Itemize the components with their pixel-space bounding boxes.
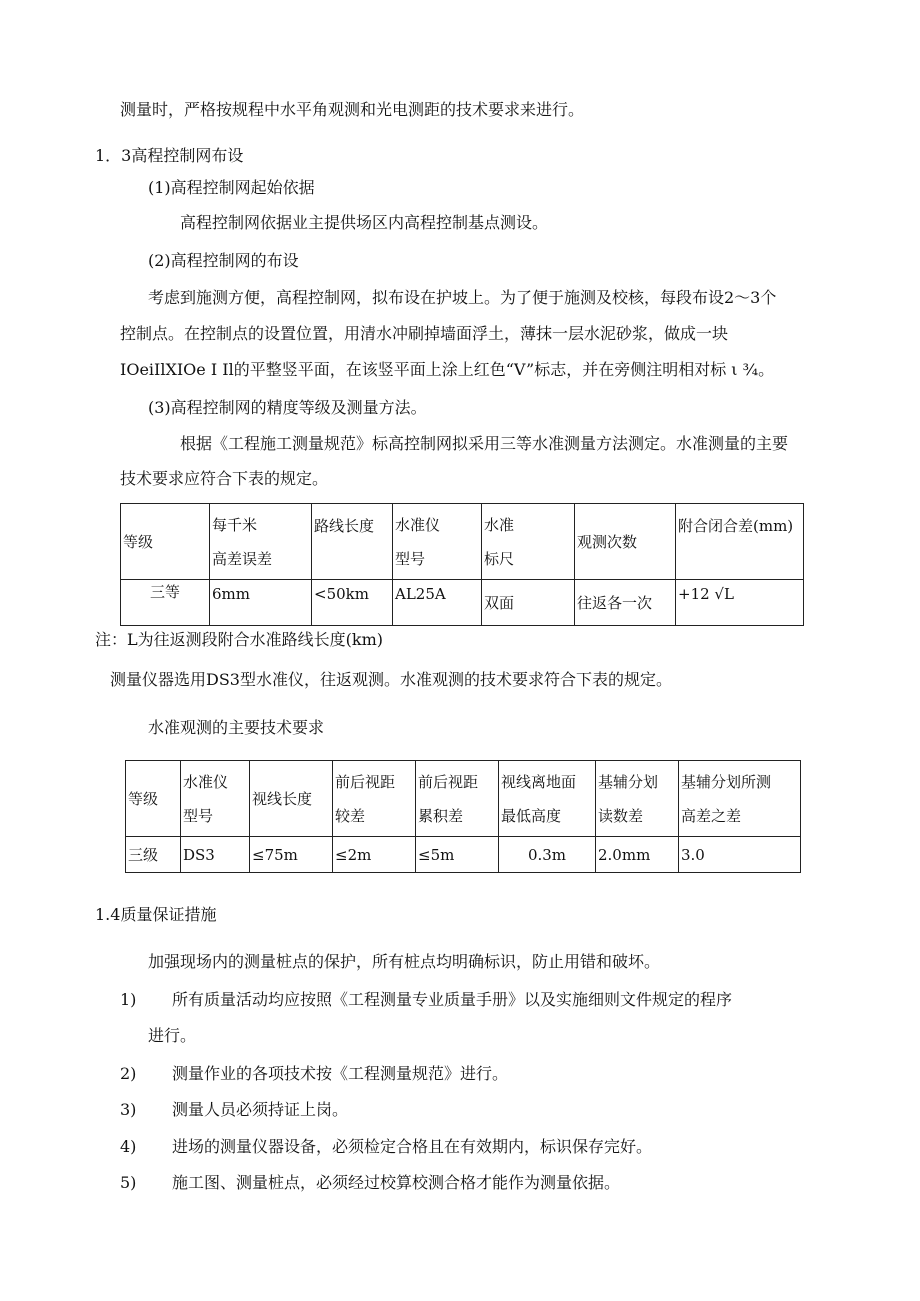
paragraph: 加强现场内的测量桩点的保护，所有桩点均明确标识，防止用错和破坏。 — [148, 952, 661, 971]
table-header-cell: 水准 标尺 — [482, 504, 575, 580]
section-heading-1-4: 1.4质量保证措施 — [95, 905, 217, 924]
list-item-number: 1) — [120, 990, 137, 1009]
list-item-number: 2) — [120, 1064, 137, 1083]
leveling-observation-table — [125, 760, 801, 873]
paragraph: 考虑到施测方便，高程控制网，拟布设在护坡上。为了便于施测及校核，每段布设2～3个 — [148, 288, 777, 307]
paragraph: 测量仪器选用DS3型水准仪，往返观测。水准观测的技术要求符合下表的规定。 — [110, 670, 672, 689]
paragraph: 技术要求应符合下表的规定。 — [120, 469, 329, 488]
table-cell: 三级 — [126, 837, 181, 873]
table-cell: 3.0 — [679, 837, 801, 873]
list-item-text: 测量人员必须持证上岗。 — [172, 1100, 349, 1119]
table-header-cell: 前后视距 累积差 — [416, 761, 499, 837]
table-header-cell: 附合闭合差(mm) — [676, 504, 804, 580]
subsection-title: (1)高程控制网起始依据 — [148, 178, 315, 197]
list-item-number: 3) — [120, 1100, 137, 1119]
table-header-cell: 每千米 高差误差 — [210, 504, 312, 580]
table-cell: 双面 — [482, 580, 575, 626]
table-header-cell: 视线长度 — [250, 761, 333, 837]
table-header-cell: 前后视距 较差 — [333, 761, 416, 837]
list-item-text-continued: 进行。 — [148, 1026, 197, 1045]
table-cell: 6mm — [210, 580, 312, 626]
table-header-cell: 水准仪 型号 — [393, 504, 482, 580]
table-header-cell: 基辅分划所测 高差之差 — [679, 761, 801, 837]
table-header-cell: 等级 — [121, 504, 210, 580]
paragraph: 根据《工程施工测量规范》标高控制网拟采用三等水准测量方法测定。水准测量的主要 — [180, 434, 789, 453]
paragraph: 高程控制网依据业主提供场区内高程控制基点测设。 — [180, 213, 549, 232]
subsection-title: (3)高程控制网的精度等级及测量方法。 — [148, 398, 427, 417]
table-header-cell: 路线长度 — [312, 504, 393, 580]
list-item-text: 测量作业的各项技术按《工程测量规范》进行。 — [172, 1064, 509, 1083]
list-item-number: 5) — [120, 1173, 137, 1192]
leveling-spec-table — [120, 503, 804, 626]
table-cell: ≤5m — [416, 837, 499, 873]
table-cell: AL25A — [393, 580, 482, 626]
table-cell: 0.3m — [499, 837, 596, 873]
list-item-number: 4) — [120, 1137, 137, 1156]
table-header-cell: 水准仪 型号 — [181, 761, 250, 837]
table-header-cell: 视线离地面 最低高度 — [499, 761, 596, 837]
table-cell: 往返各一次 — [575, 580, 676, 626]
section-heading-1-3: 1．3高程控制网布设 — [95, 146, 244, 165]
table-cell: 三等 — [121, 580, 210, 626]
table-note: 注：L为往返测段附合水准路线长度(km) — [95, 630, 383, 649]
paragraph: 控制点。在控制点的设置位置，用清水冲刷掉墙面浮土，薄抹一层水泥砂浆，做成一块 — [120, 324, 729, 343]
paragraph: 测量时，严格按规程中水平角观测和光电测距的技术要求来进行。 — [120, 100, 585, 119]
table-cell: <50km — [312, 580, 393, 626]
table-cell: 2.0mm — [596, 837, 679, 873]
table-header-cell: 基辅分划 读数差 — [596, 761, 679, 837]
table-cell: DS3 — [181, 837, 250, 873]
list-item-text: 所有质量活动均应按照《工程测量专业质量手册》以及实施细则文件规定的程序 — [172, 990, 733, 1009]
table-header-cell: 等级 — [126, 761, 181, 837]
table-cell: ≤2m — [333, 837, 416, 873]
table-title: 水准观测的主要技术要求 — [148, 718, 325, 737]
table-cell: +12 √L — [676, 580, 804, 626]
list-item-text: 施工图、测量桩点，必须经过校算校测合格才能作为测量依据。 — [172, 1173, 621, 1192]
subsection-title: (2)高程控制网的布设 — [148, 251, 299, 270]
table-header-cell: 观测次数 — [575, 504, 676, 580]
list-item-text: 进场的测量仪器设备，必须检定合格且在有效期内，标识保存完好。 — [172, 1137, 653, 1156]
table-cell: ≤75m — [250, 837, 333, 873]
paragraph: IOeiIlXIOe I Il的平整竖平面，在该竖平面上涂上红色“V”标志，并在旁侧注明相对标 ι ¾。 — [120, 360, 775, 379]
